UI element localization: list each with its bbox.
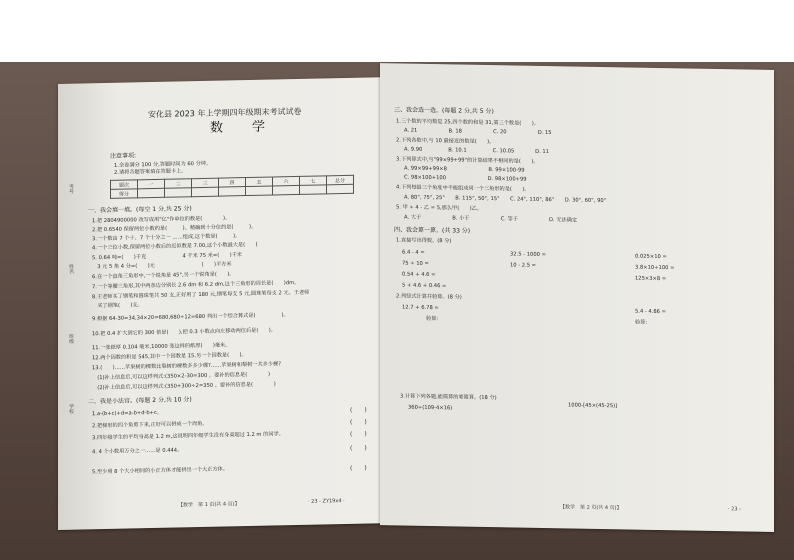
- question-line: 3 元 5 角 4 分=( )元 ( )平方米: [92, 261, 232, 271]
- calc-item: 0.025×10 =: [635, 253, 667, 261]
- score-cell: [219, 187, 246, 197]
- check-label: 验算:: [426, 315, 439, 323]
- calc-item: 125×3×8 =: [635, 275, 667, 283]
- answer-bracket: ( ): [350, 444, 367, 452]
- score-cell: [246, 186, 273, 196]
- choice-options: A. 80°, 75°, 25° B. 115°, 50°, 15° C. 24°, 110°, 86° D. 30°, 60°, 90°: [404, 194, 607, 205]
- calc-heading: 1.直接写出得数。(8 分): [396, 237, 452, 245]
- score-table-column: 一: [138, 179, 165, 189]
- judge-line: 3.四年级学生的平均身高是 1.2 m,这说明四年级学生没有身高超过 1.2 m 的同学。: [92, 431, 284, 442]
- notice-line: 1.全卷满分 100 分,答题时间为 60 分钟。: [114, 160, 212, 169]
- score-cell: [165, 188, 192, 198]
- score-cell: [327, 184, 354, 194]
- side-label: 姓名: [68, 263, 74, 274]
- question-line: 10.把 0.4 扩大到它的 300 倍是( ),把 0.3 小数点向左移动两位后是( )。: [92, 327, 276, 338]
- side-label: 考号: [68, 183, 74, 194]
- calc-item: 0.54 + 4.6 =: [402, 271, 436, 279]
- simplify-heading: 3.计算下列各题,能简算的要简算。(18 分): [400, 393, 497, 402]
- calc-item: 10 - 2.5 =: [510, 262, 537, 269]
- section-heading: 一、我会填一填。(每空 1 分,共 25 分): [88, 205, 192, 215]
- score-table-column: 四: [219, 178, 246, 188]
- simplify-item: 1000-[45×(45-25)]: [568, 402, 618, 410]
- score-cell: [138, 188, 165, 198]
- exam-page-right: [380, 63, 774, 532]
- calc-item: 5 + 4.6 + 0.46 =: [402, 282, 447, 290]
- question-line: 13.( )……苹果树的棵数比梨树的棵数多多少棵?……苹果树和梨树一共多少棵?: [92, 361, 281, 372]
- choice-options: A. 99×99+99×8 B. 99×100-99: [404, 165, 525, 174]
- calc-item: 6.4 - 4 =: [402, 249, 425, 256]
- judge-line: 4. 4 个小数用万分之一……是 0.444。: [92, 447, 183, 456]
- exam-title: 安化县 2023 年上学期四年级期末考试试卷: [148, 106, 302, 120]
- subject-title: 数 学: [210, 119, 274, 136]
- score-cell: [192, 187, 219, 197]
- section-heading: 四、我会算一算。(共 33 分): [394, 226, 471, 235]
- choice-options: A. 大于 B. 小于 C. 等于 D. 无法确定: [404, 214, 578, 224]
- score-table-column: 三: [192, 178, 219, 188]
- score-table-column: 五: [246, 177, 273, 187]
- notice-line: 2.请将各题答案填在答题卡上。: [114, 168, 187, 176]
- check-label: 验算:: [635, 319, 648, 326]
- section-heading: 二、我是小法官。(每题 2 分,共 10 分): [88, 396, 192, 406]
- photo-top-margin: [0, 0, 794, 62]
- question-line: 9.根据 64-30=34,34×20=680,680÷12=680 列出一个综合算式是( )。: [92, 312, 289, 323]
- question-line: 8.王老师买了钢笔和圆珠笔共 50 支,正好用了 180 元,钢笔每支 5 元,圆珠笔每支 2 元。王老师: [92, 289, 310, 301]
- question-line: 1.把 2804900000 改写成用"亿"作单位的数是( )。: [92, 215, 231, 225]
- score-table-label: 题次: [111, 180, 138, 190]
- choice-options: A. 9.90 B. 10.1 C. 10.05 D. 11: [404, 146, 550, 156]
- choice-line: 2.下列各数中,与 10 最接近的数是( )。: [396, 137, 495, 146]
- judge-line: 1.a-(b+c)+d=a-b+d-b+c。: [92, 409, 163, 418]
- question-line: 3.一个数由 7 个十、7 个十分之一 ……组成,这个数是( )。: [92, 233, 241, 243]
- page-footer-code: · 23 -: [728, 506, 741, 513]
- question-line: 6.在一个直角三角形中,一个锐角是 45°,另一个锐角是( )。: [92, 271, 235, 281]
- score-table-label: 得分: [111, 189, 138, 199]
- notice-heading: 注意事项:: [110, 152, 137, 160]
- choice-line: 5. 甲 ÷ 4 - 乙 = 5,那么甲( )乙。: [396, 204, 483, 212]
- vertical-calc-item: 5.4 - 4.86 =: [635, 308, 666, 316]
- score-table: [110, 175, 354, 199]
- simplify-item: 360÷(109-4×16): [408, 404, 453, 412]
- choice-line: 4.下列每组三个角度中不能组成同一个三角形的是( )。: [396, 184, 530, 193]
- score-cell: [300, 185, 327, 195]
- score-table-column: 七: [300, 176, 327, 186]
- side-label: 学校: [68, 403, 74, 414]
- question-line: 11.一张纸厚 0.104 毫米,10000 张这样的纸厚( )毫米。: [92, 342, 231, 352]
- question-line: 12.两个因数的积是 545,其中一个因数是 15,另一个因数是( )。: [92, 352, 247, 362]
- calc-item: 32.5 - 1000 =: [510, 251, 546, 259]
- answer-bracket: ( ): [350, 418, 367, 426]
- score-table-column: 二: [165, 179, 192, 189]
- exam-page-left: [58, 77, 388, 530]
- page-footer: 【数学 第 2 页(共 4 页)】: [560, 504, 622, 512]
- page-footer: 【数学 第 1 页(共 4 页)】: [178, 501, 240, 509]
- score-cell: [273, 185, 300, 195]
- answer-bracket: ( ): [350, 406, 367, 414]
- choice-line: 3.下列算式中,与"99×99+99"的计算结果不相同的是( )。: [396, 156, 539, 165]
- question-line: (1)补上信息后,可以这样列式:(350×2-30=300 。要补的信息是( ): [92, 371, 271, 382]
- calc-item: 75 ÷ 10 =: [402, 260, 429, 267]
- choice-line: 1.三个数的平均数是 25,四个数的和是 31,第三个数是( )。: [396, 118, 539, 127]
- vertical-calc-heading: 2.列竖式计算并验算。(8 分): [396, 293, 462, 301]
- question-line: 买了钢笔( )支。: [92, 302, 143, 310]
- score-table-column: 总分: [327, 175, 354, 185]
- choice-options: A. 21 B. 18 C. 20 D. 15: [404, 127, 552, 137]
- answer-bracket: ( ): [350, 464, 367, 472]
- side-label: 班级: [68, 333, 74, 344]
- question-line: 7.一个等腰三角形,其中两条边分别长 2.6 dm 和 6.2 dm,这个三角形的周长是( )dm。: [92, 279, 300, 291]
- judge-line: 2.把梯形的四个角剪下来,正好可以拼成一个周角。: [92, 420, 208, 430]
- vertical-calc-item: 12.7 + 6.78 =: [402, 304, 439, 312]
- answer-bracket: ( ): [350, 430, 367, 438]
- question-line: 5. 0.64 吨=( )千克 4 千米 75 米=( )千米: [92, 252, 242, 262]
- page-footer-code: · 23 - ZY19x4 ·: [308, 497, 345, 505]
- score-table-column: 六: [273, 176, 300, 186]
- section-heading: 三、我会选一选。(每题 2 分,共 5 分): [394, 106, 494, 116]
- question-line: (2)补上信息后,可以这样列式:(350+300÷2=350 。要补的信息是( ): [92, 381, 276, 392]
- question-line: 2.把 0.6540 保留两位小数约是( )。精确到十分位约是( )。: [92, 223, 257, 234]
- calc-item: 3.8×10÷100 =: [635, 264, 675, 272]
- judge-line: 5.至少用 8 个大小相同的小正方体才能拼出一个大正方体。: [92, 466, 229, 476]
- choice-options: C. 98×100+100 D. 98×100+99: [404, 174, 527, 183]
- question-line: 4.一个三位小数,保留两位小数后的近似数是 7.00,这个小数最大是( ): [92, 241, 258, 252]
